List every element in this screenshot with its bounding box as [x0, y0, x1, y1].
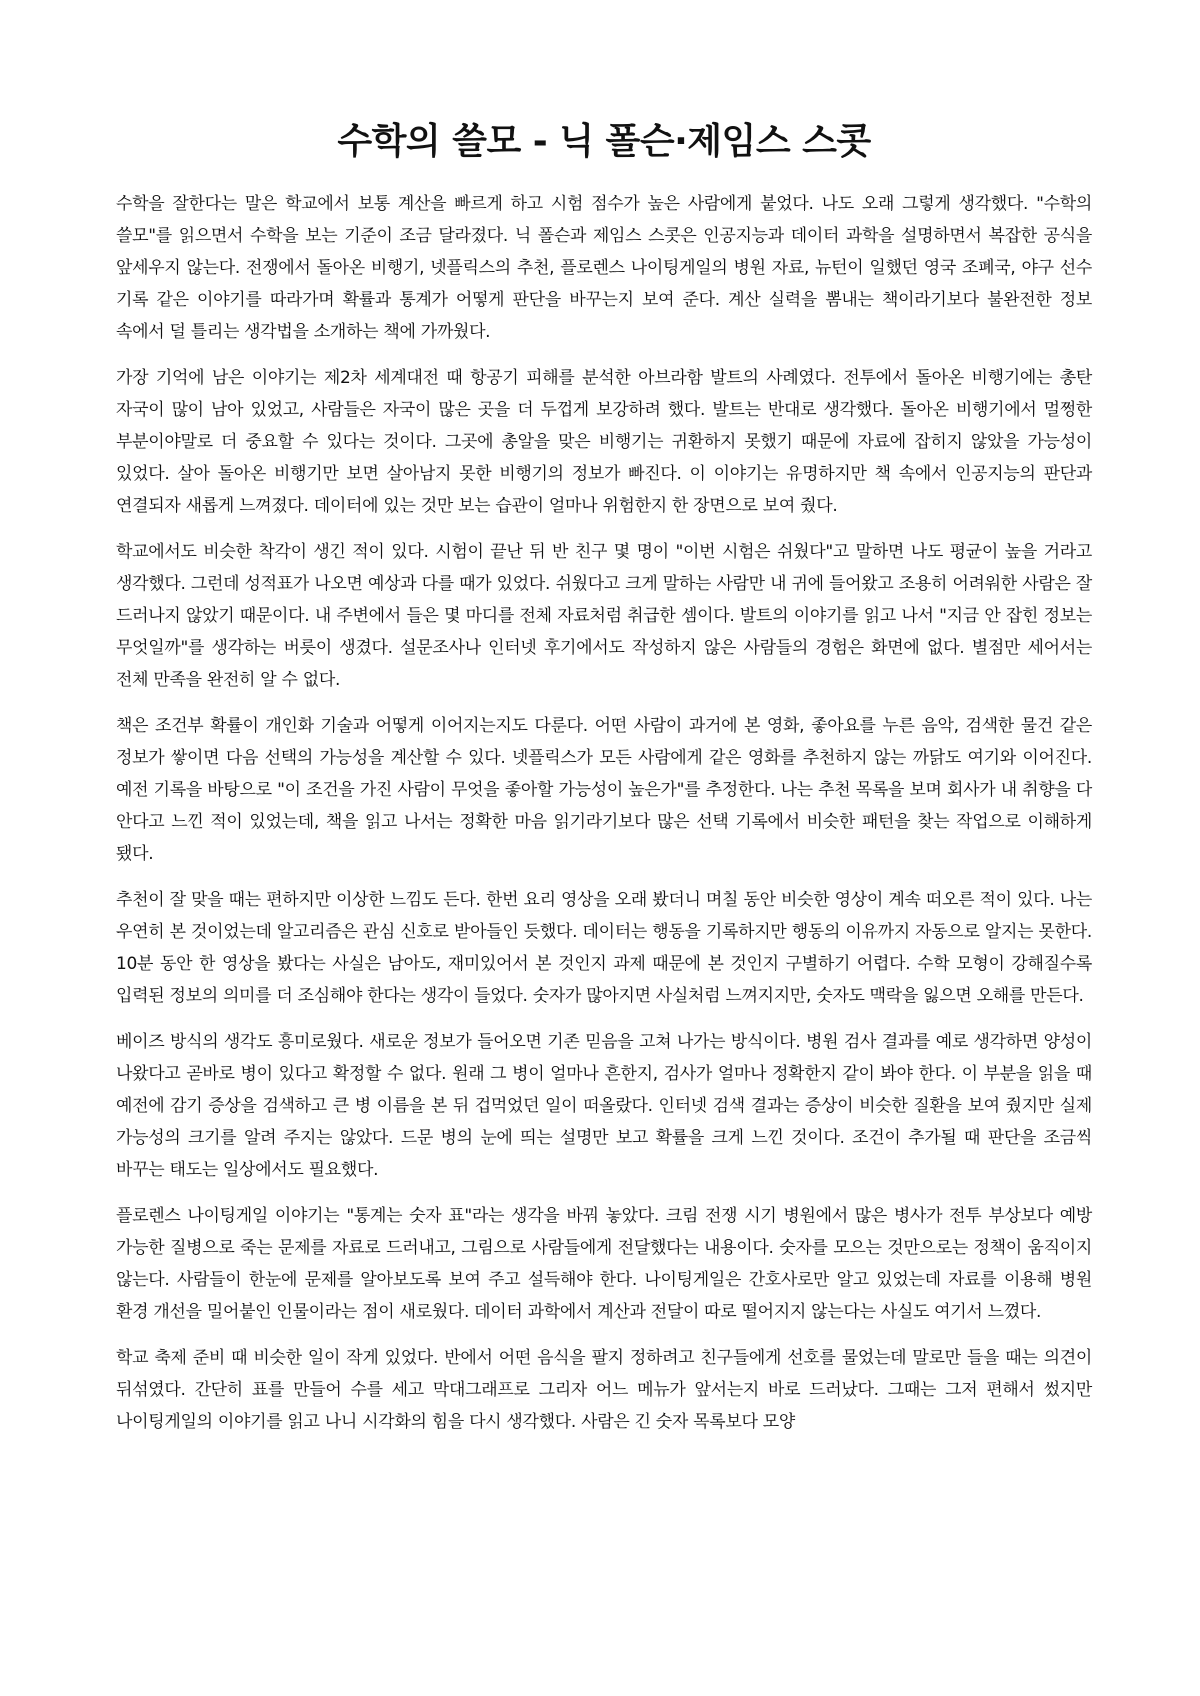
- paragraph-6: 베이즈 방식의 생각도 흥미로웠다. 새로운 정보가 들어오면 기존 믿음을 고쳐 나가는 방식이다. 병원 검사 결과를 예로 생각하면 양성이 나왔다고 곧바로 병이 있다고 확정할 수 없다. 원래 그 병이 얼마나 흔한지, 검사가 얼마나 정확한지 같이 봐야 한다. 이 부분을 읽을 때 예전에 감기 증상을 검색하고 큰 병 이름을 본 뒤 겁먹었던 일이 떠올랐다. 인터넷 검색 결과는 증상이 비슷한 질환을 보여 줬지만 실제 가능성의 크기를 알려 주지는 않았다. 드문 병의 눈에 띄는 설명만 보고 확률을 크게 느낀 것이다. 조건이 추가될 때 판단을 조금씩 바꾸는 태도는 일상에서도 필요했다.: [116, 1032, 1092, 1180]
- paragraph-2: 가장 기억에 남은 이야기는 제2차 세계대전 때 항공기 피해를 분석한 아브라함 발트의 사례였다. 전투에서 돌아온 비행기에는 총탄 자국이 많이 남아 있었고, 사람들은 자국이 많은 곳을 더 두껍게 보강하려 했다. 발트는 반대로 생각했다. 돌아온 비행기에서 멀쩡한 부분이야말로 더 중요할 수 있다는 것이다. 그곳에 총알을 맞은 비행기는 귀환하지 못했기 때문에 자료에 잡히지 않았을 가능성이 있었다. 살아 돌아온 비행기만 보면 살아남지 못한 비행기의 정보가 빠진다. 이 이야기는 유명하지만 책 속에서 인공지능의 판단과 연결되자 새롭게 느껴졌다. 데이터에 있는 것만 보는 습관이 얼마나 위험한지 한 장면으로 보여 줬다.: [116, 368, 1092, 516]
- document-page: [116, 118, 1092, 1452]
- paragraph-3: 학교에서도 비슷한 착각이 생긴 적이 있다. 시험이 끝난 뒤 반 친구 몇 명이 "이번 시험은 쉬웠다"고 말하면 나도 평균이 높을 거라고 생각했다. 그런데 성적표가 나오면 예상과 다를 때가 있었다. 쉬웠다고 크게 말하는 사람만 내 귀에 들어왔고 조용히 어려워한 사람은 잘 드러나지 않았기 때문이다. 내 주변에서 들은 몇 마디를 전체 자료처럼 취급한 셈이다. 발트의 이야기를 읽고 나서 "지금 안 잡힌 정보는 무엇일까"를 생각하는 버릇이 생겼다. 설문조사나 인터넷 후기에서도 작성하지 않은 사람들의 경험은 화면에 없다. 별점만 세어서는 전체 만족을 완전히 알 수 없다.: [116, 542, 1092, 690]
- paragraph-5: 추천이 잘 맞을 때는 편하지만 이상한 느낌도 든다. 한번 요리 영상을 오래 봤더니 며칠 동안 비슷한 영상이 계속 떠오른 적이 있다. 나는 우연히 본 것이었는데 알고리즘은 관심 신호로 받아들인 듯했다. 데이터는 행동을 기록하지만 행동의 이유까지 자동으로 알지는 못한다. 10분 동안 한 영상을 봤다는 사실은 남아도, 재미있어서 본 것인지 과제 때문에 본 것인지 구별하기 어렵다. 수학 모형이 강해질수록 입력된 정보의 의미를 더 조심해야 한다는 생각이 들었다. 숫자가 많아지면 사실처럼 느껴지지만, 숫자도 맥락을 잃으면 오해를 만든다.: [116, 890, 1092, 1006]
- paragraph-8: 학교 축제 준비 때 비슷한 일이 작게 있었다. 반에서 어떤 음식을 팔지 정하려고 친구들에게 선호를 물었는데 말로만 들을 때는 의견이 뒤섞였다. 간단히 표를 만들어 수를 세고 막대그래프로 그리자 어느 메뉴가 앞서는지 바로 드러났다. 그때는 그저 편해서 썼지만 나이팅게일의 이야기를 읽고 나니 시각화의 힘을 다시 생각했다. 사람은 긴 숫자 목록보다 모양: [116, 1348, 1092, 1432]
- paragraph-7: 플로렌스 나이팅게일 이야기는 "통계는 숫자 표"라는 생각을 바꿔 놓았다. 크림 전쟁 시기 병원에서 많은 병사가 전투 부상보다 예방 가능한 질병으로 죽는 문제를 자료로 드러내고, 그림으로 사람들에게 전달했다는 내용이다. 숫자를 모으는 것만으로는 정책이 움직이지 않는다. 사람들이 한눈에 문제를 알아보도록 보여 주고 설득해야 한다. 나이팅게일은 간호사로만 알고 있었는데 자료를 이용해 병원 환경 개선을 밀어붙인 인물이라는 점이 새로웠다. 데이터 과학에서 계산과 전달이 따로 떨어지지 않는다는 사실도 여기서 느꼈다.: [116, 1206, 1092, 1322]
- paragraph-4: 책은 조건부 확률이 개인화 기술과 어떻게 이어지는지도 다룬다. 어떤 사람이 과거에 본 영화, 좋아요를 누른 음악, 검색한 물건 같은 정보가 쌓이면 다음 선택의 가능성을 계산할 수 있다. 넷플릭스가 모든 사람에게 같은 영화를 추천하지 않는 까닭도 여기와 이어진다. 예전 기록을 바탕으로 "이 조건을 가진 사람이 무엇을 좋아할 가능성이 높은가"를 추정한다. 나는 추천 목록을 보며 회사가 내 취향을 다 안다고 느낀 적이 있었는데, 책을 읽고 나서는 정확한 마음 읽기라기보다 많은 선택 기록에서 비슷한 패턴을 찾는 작업으로 이해하게 됐다.: [116, 716, 1092, 864]
- paragraph-1: 수학을 잘한다는 말은 학교에서 보통 계산을 빠르게 하고 시험 점수가 높은 사람에게 붙었다. 나도 오래 그렇게 생각했다. "수학의 쓸모"를 읽으면서 수학을 보는 기준이 조금 달라졌다. 닉 폴슨과 제임스 스콧은 인공지능과 데이터 과학을 설명하면서 복잡한 공식을 앞세우지 않는다. 전쟁에서 돌아온 비행기, 넷플릭스의 추천, 플로렌스 나이팅게일의 병원 자료, 뉴턴이 일했던 영국 조폐국, 야구 선수 기록 같은 이야기를 따라가며 확률과 통계가 어떻게 판단을 바꾸는지 보여 준다. 계산 실력을 뽐내는 책이라기보다 불완전한 정보 속에서 덜 틀리는 생각법을 소개하는 책에 가까웠다.: [116, 194, 1092, 342]
- document-title: 수학의 쓸모 - 닉 폴슨·제임스 스콧: [337, 121, 871, 162]
